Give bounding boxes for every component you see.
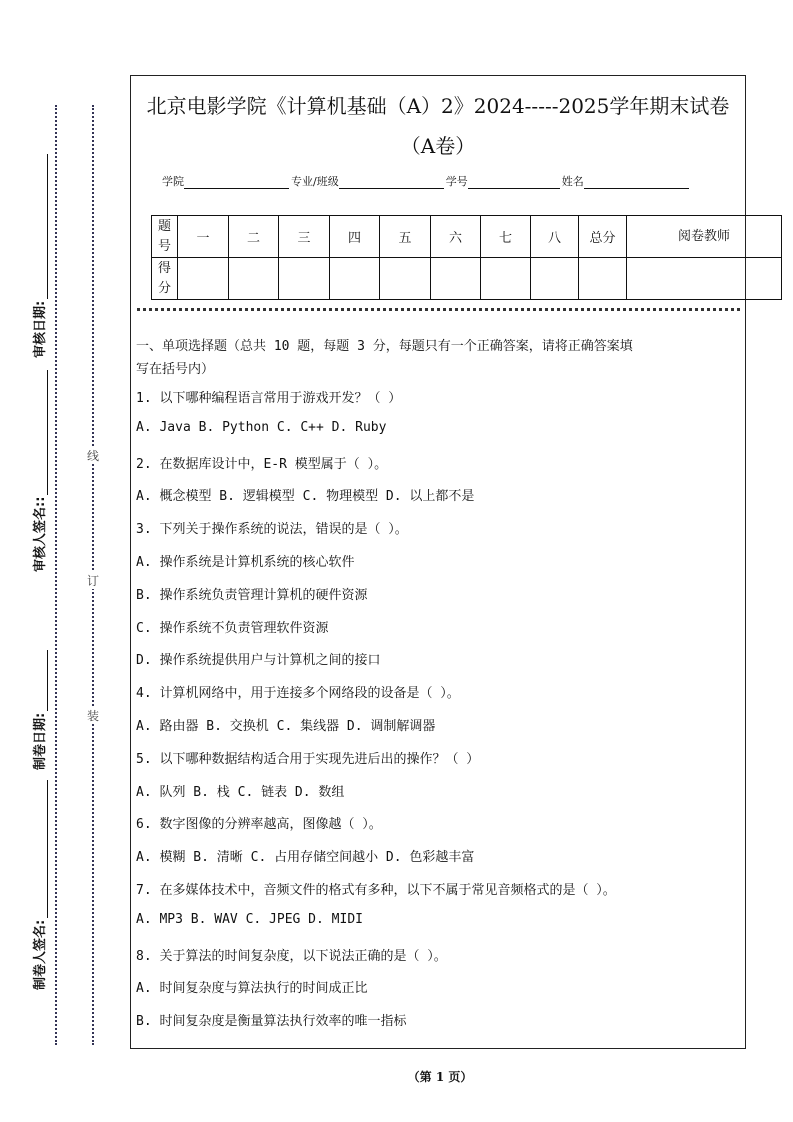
reviewer-signature-label: 审核人签名:: [33, 496, 48, 572]
row-label: 题号 [152, 216, 178, 258]
answer-options: A. 时间复杂度与算法执行的时间成正比 [136, 981, 368, 997]
score-cell[interactable] [579, 258, 627, 300]
question-text: 6. 数字图像的分辨率越高，图像越（ ）。 [136, 817, 382, 833]
student-id-label: 学号 [445, 175, 468, 188]
table-row [152, 216, 782, 258]
question-text: 2. 在数据库设计中，E-R 模型属于（ ）。 [136, 456, 388, 472]
name-field[interactable] [584, 176, 689, 189]
answer-options: A. Java B. Python C. C++ D. Ruby [136, 419, 387, 435]
score-cell[interactable] [431, 258, 481, 300]
exam-title: 北京电影学院《计算机基础（A）2》2024-----2025学年期末试卷 [146, 94, 730, 118]
question-text: 1. 以下哪种编程语言常用于游戏开发？（ ） [136, 391, 402, 406]
answer-options: A. 操作系统是计算机系统的核心软件 [136, 555, 355, 570]
student-info [162, 173, 691, 189]
question-text: 3. 下列关于操作系统的说法，错误的是（ ）。 [136, 522, 408, 538]
answer-options: B. 时间复杂度是衡量算法执行效率的唯一指标 [136, 1014, 407, 1030]
answer-options: A. 模糊 B. 清晰 C. 占用存储空间越小 D. 色彩越丰富 [136, 850, 475, 866]
score-cell[interactable] [481, 258, 531, 300]
answer-options: A. 队列 B. 栈 C. 链表 D. 数组 [136, 784, 345, 800]
column-header: 六 [431, 216, 481, 258]
prepare-date-line [39, 650, 48, 711]
reviewer-signature-field [32, 370, 48, 572]
separator [137, 308, 740, 311]
column-header: 二 [229, 216, 279, 258]
column-header: 总分 [579, 216, 627, 258]
prepare-date-label: 制卷日期: [33, 712, 48, 770]
major-field[interactable] [339, 176, 444, 189]
answer-options: C. 操作系统不负责管理软件资源 [136, 620, 329, 636]
row-label: 得分 [152, 258, 178, 300]
column-header: 一 [178, 216, 229, 258]
column-header: 三 [279, 216, 330, 258]
column-header: 八 [531, 216, 579, 258]
answer-options: A. 路由器 B. 交换机 C. 集线器 D. 调制解调器 [136, 719, 436, 734]
dotted-line-outer [55, 105, 57, 1045]
answer-options: A. 概念模型 B. 逻辑模型 C. 物理模型 D. 以上都不是 [136, 489, 475, 505]
question-text: 8. 关于算法的时间复杂度，以下说法正确的是（ ）。 [136, 948, 447, 964]
major-label: 专业/班级 [291, 175, 339, 188]
answer-options: A. MP3 B. WAV C. JPEG D. MIDI [136, 911, 363, 927]
score-cell[interactable] [178, 258, 229, 300]
reviewer-signature-line [39, 370, 48, 495]
score-cell[interactable] [279, 258, 330, 300]
column-header: 阅卷教师 [627, 216, 782, 258]
review-date-line [39, 154, 48, 299]
binding-label-ding: 订 [87, 574, 100, 588]
prepare-date-field [32, 650, 48, 770]
binding-label-zhuang: 装 [87, 709, 100, 723]
score-table [151, 215, 782, 300]
review-date-field [32, 154, 48, 358]
preparer-signature-field [32, 780, 48, 990]
review-date-label: 审核日期: [33, 300, 48, 358]
answer-options: D. 操作系统提供用户与计算机之间的接口 [136, 653, 381, 669]
score-cell[interactable] [380, 258, 431, 300]
column-header: 七 [481, 216, 531, 258]
column-header: 四 [330, 216, 380, 258]
college-label: 学院 [162, 175, 184, 188]
preparer-signature-label: 制卷人签名: [33, 919, 48, 990]
page-number: （第 1 页） [407, 1070, 473, 1084]
table-row [152, 258, 782, 300]
question-text: 4. 计算机网络中，用于连接多个网络段的设备是（ ）。 [136, 686, 460, 702]
answer-options: B. 操作系统负责管理计算机的硬件资源 [136, 587, 368, 603]
name-label: 姓名 [561, 175, 584, 188]
exam-subtitle: （A卷） [400, 134, 476, 158]
section-heading-cont: 写在括号内） [136, 362, 215, 377]
college-field[interactable] [184, 176, 289, 189]
score-cell[interactable] [627, 258, 782, 300]
score-cell[interactable] [531, 258, 579, 300]
question-text: 7. 在多媒体技术中，音频文件的格式有多种，以下不属于常见音频格式的是（ ）。 [136, 883, 616, 898]
binding-label-xian: 线 [87, 449, 100, 463]
score-cell[interactable] [229, 258, 279, 300]
score-cell[interactable] [330, 258, 380, 300]
question-text: 5. 以下哪种数据结构适合用于实现先进后出的操作？（ ） [136, 751, 480, 767]
preparer-signature-line [39, 780, 48, 918]
student-id-field[interactable] [468, 176, 560, 189]
column-header: 五 [380, 216, 431, 258]
section-heading: 一、单项选择题（总共 10 题，每题 3 分，每题只有一个正确答案，请将正确答案填 [136, 339, 633, 354]
